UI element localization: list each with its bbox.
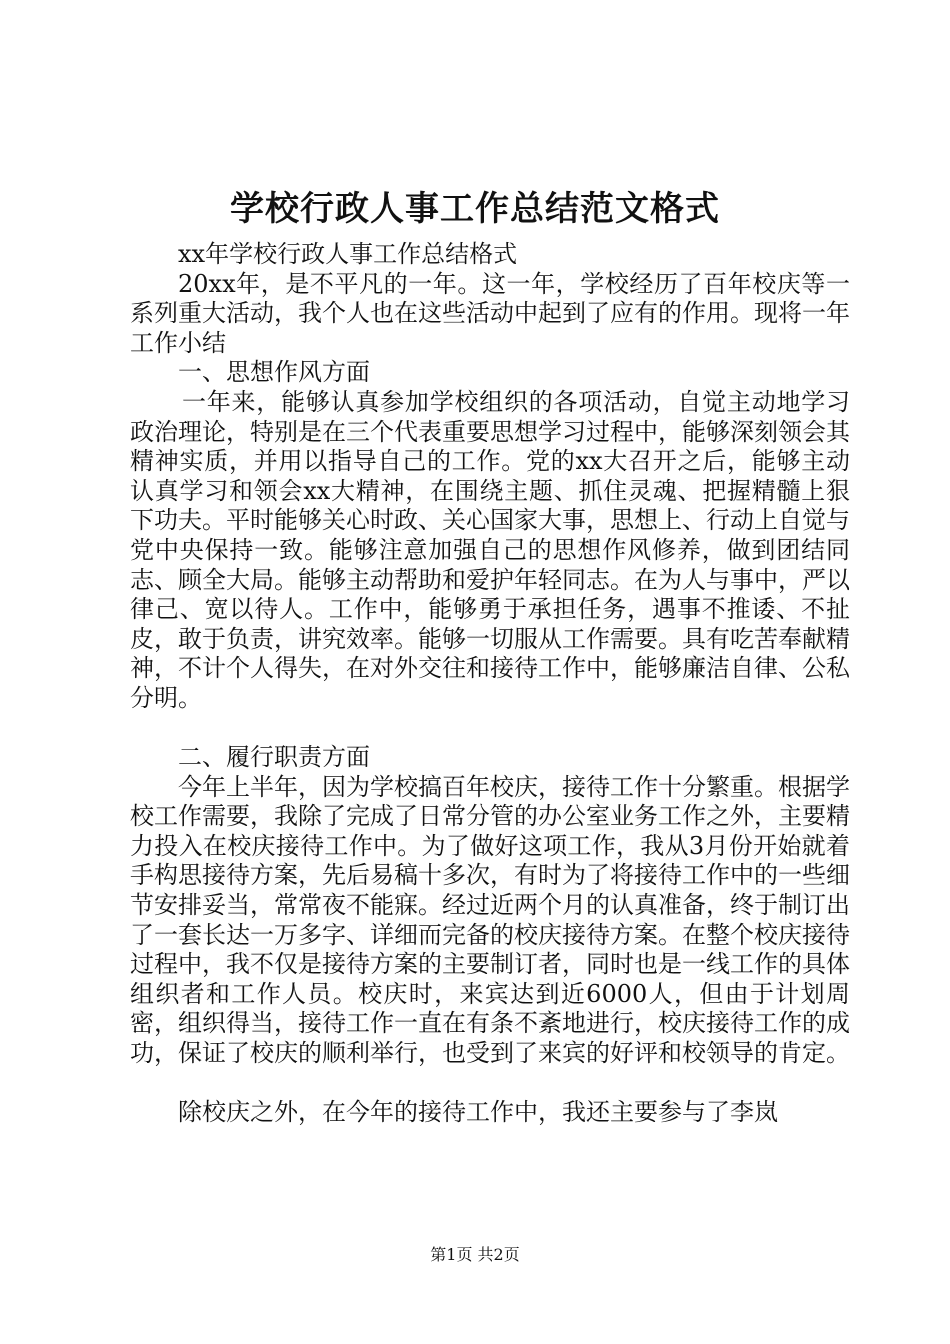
paragraph-intro: 20xx年，是不平凡的一年。这一年，学校经历了百年校庆等一系列重大活动，我个人也在这些活动中起到了应有的作用。现将一年工作小结 [130, 269, 850, 357]
document-title: 学校行政人事工作总结范文格式 [230, 189, 720, 229]
section-heading-2: 二、履行职责方面 [178, 743, 370, 772]
document-body [130, 240, 850, 1128]
page-footer: 第1页 共2页 [430, 1245, 520, 1264]
paragraph-section-1: 一年来，能够认真参加学校组织的各项活动，自觉主动地学习政治理论，特别是在三个代表重要思想学习过程中，能够深刻领会其精神实质，并用以指导自己的工作。党的xx大召开之后，能够主动认真学习和领会xx大精神，在围绕主题、抓住灵魂、把握精髓上狠下功夫。平时能够关心时政、关心国家大事，思想上、行动上自觉与党中央保持一致。能够注意加强自己的思想作风修养，做到团结同志、顾全大局。能够主动帮助和爱护年轻同志。在为人与事中，严以律己、宽以待人。工作中，能够勇于承担任务，遇事不推诿、不扯皮，敢于负责，讲究效率。能够一切服从工作需要。具有吃苦奉献精神，不计个人得失，在对外交往和接待工作中，能够廉洁自律、公私分明。 [130, 387, 850, 712]
paragraph-continued: 除校庆之外，在今年的接待工作中，我还主要参与了李岚 [178, 1098, 778, 1127]
paragraph-section-2: 今年上半年，因为学校搞百年校庆，接待工作十分繁重。根据学校工作需要，我除了完成了日常分管的办公室业务工作之外，主要精力投入在校庆接待工作中。为了做好这项工作，我从3月份开始就着手构思接待方案，先后易稿十多次，有时为了将接待工作中的一些细节安排妥当，常常夜不能寐。经过近两个月的认真准备，终于制订出了一套长达一万多字、详细而完备的校庆接待方案。在整个校庆接待过程中，我不仅是接待方案的主要制订者，同时也是一线工作的具体组织者和工作人员。校庆时，来宾达到近6000人，但由于计划周密，组织得当，接待工作一直在有条不紊地进行，校庆接待工作的成功，保证了校庆的顺利举行，也受到了来宾的好评和校领导的肯定。 [130, 772, 850, 1068]
paragraph-gap [130, 1069, 850, 1099]
paragraph-gap [130, 714, 850, 744]
section-heading-1: 一、思想作风方面 [178, 358, 370, 387]
paragraph-subtitle: xx年学校行政人事工作总结格式 [178, 240, 518, 268]
